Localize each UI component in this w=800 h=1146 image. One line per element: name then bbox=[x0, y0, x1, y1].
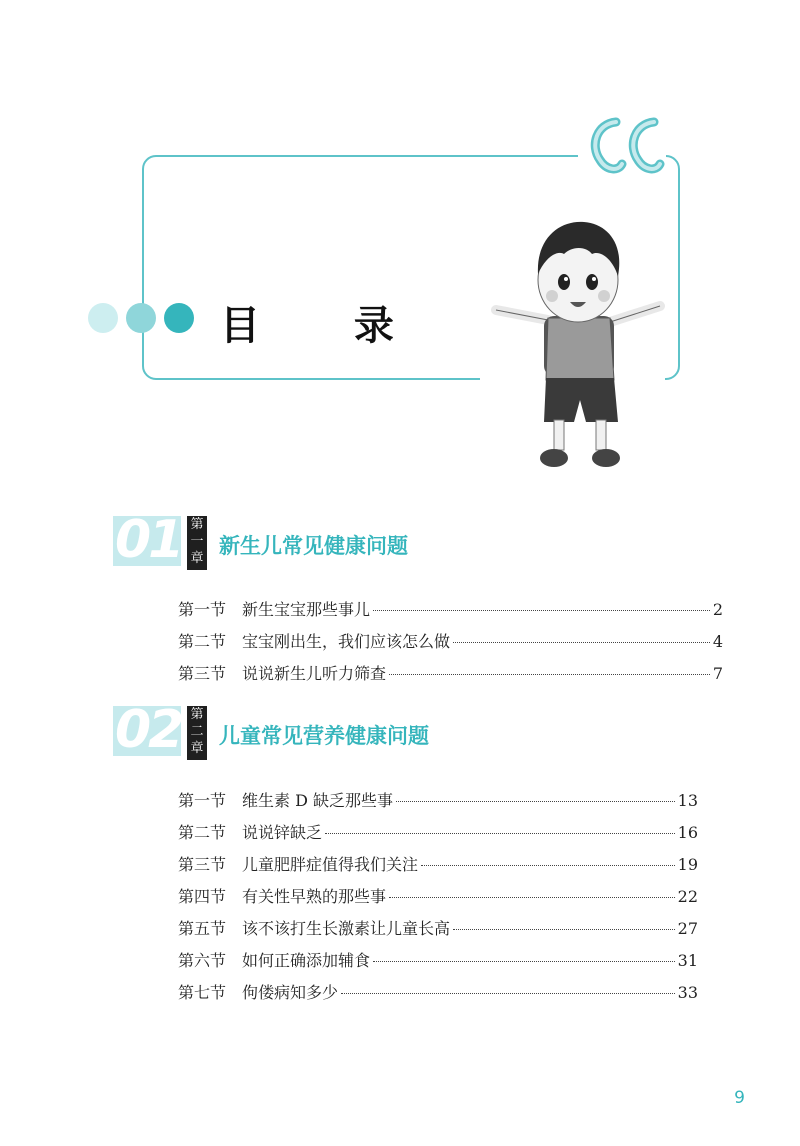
chapter-label: 第 二 章 bbox=[187, 706, 207, 760]
toc-entry[interactable] bbox=[178, 629, 723, 661]
dot-leader bbox=[389, 674, 710, 675]
page-ref: 22 bbox=[677, 887, 698, 906]
section-title: 如何正确添加辅食 bbox=[242, 951, 371, 970]
toc-entry[interactable] bbox=[178, 820, 698, 852]
page-ref: 13 bbox=[677, 791, 698, 810]
section-label: 第二节 bbox=[178, 823, 227, 842]
section-title: 新生宝宝那些事儿 bbox=[242, 600, 371, 619]
section-label: 第六节 bbox=[178, 951, 227, 970]
section-label: 第四节 bbox=[178, 887, 227, 906]
section-title: 说说新生儿听力筛查 bbox=[242, 664, 387, 683]
dot-leader bbox=[325, 833, 675, 834]
page-ref: 16 bbox=[677, 823, 698, 842]
section-title: 该不该打生长激素让儿童长高 bbox=[242, 919, 451, 938]
chapter-02-sections bbox=[178, 788, 698, 1012]
page-ref: 27 bbox=[677, 919, 698, 938]
page-number: 9 bbox=[734, 1088, 745, 1108]
toc-entry[interactable] bbox=[178, 948, 698, 980]
toc-entry[interactable] bbox=[178, 597, 723, 629]
chapter-label: 第 一 章 bbox=[187, 516, 207, 570]
section-title: 说说锌缺乏 bbox=[242, 823, 323, 842]
dot-leader bbox=[453, 929, 675, 930]
chapter-number: 01 bbox=[115, 510, 182, 570]
section-label: 第七节 bbox=[178, 983, 227, 1002]
section-label: 第三节 bbox=[178, 664, 227, 683]
toc-entry[interactable] bbox=[178, 661, 723, 693]
chapter-number-box bbox=[113, 510, 182, 570]
page-ref: 7 bbox=[712, 664, 723, 683]
page-ref: 4 bbox=[712, 632, 723, 651]
section-title: 有关性早熟的那些事 bbox=[242, 887, 387, 906]
chapter-title[interactable]: 儿童常见营养健康问题 bbox=[219, 724, 429, 748]
chapter-02-header bbox=[113, 700, 673, 762]
section-title: 宝宝刚出生，我们应该怎么做 bbox=[242, 632, 451, 651]
dot-light bbox=[88, 303, 118, 333]
toc-entry[interactable] bbox=[178, 884, 698, 916]
page-ref: 33 bbox=[677, 983, 698, 1002]
cartoon-boy-illustration bbox=[488, 210, 668, 480]
toc-entry[interactable] bbox=[178, 916, 698, 948]
toc-entry[interactable] bbox=[178, 852, 698, 884]
dot-leader bbox=[373, 961, 675, 962]
chapter-01-sections bbox=[178, 597, 723, 693]
section-label: 第三节 bbox=[178, 855, 227, 874]
page-ref: 31 bbox=[677, 951, 698, 970]
dot-leader bbox=[373, 610, 710, 611]
page-ref: 2 bbox=[712, 600, 723, 619]
chapter-number-box bbox=[113, 700, 182, 760]
chapter-number: 02 bbox=[115, 700, 182, 760]
page-title: 目 录 bbox=[220, 303, 434, 349]
dot-leader bbox=[396, 801, 675, 802]
dot-dark bbox=[164, 303, 194, 333]
section-title: 佝偻病知多少 bbox=[242, 983, 339, 1002]
page-ref: 19 bbox=[677, 855, 698, 874]
dot-leader bbox=[389, 897, 675, 898]
dot-leader bbox=[453, 642, 710, 643]
section-title: 儿童肥胖症值得我们关注 bbox=[242, 855, 419, 874]
toc-entry[interactable] bbox=[178, 980, 698, 1012]
section-label: 第五节 bbox=[178, 919, 227, 938]
dot-medium bbox=[126, 303, 156, 333]
chapter-01-header bbox=[113, 510, 673, 572]
section-title: 维生素 D 缺乏那些事 bbox=[242, 791, 394, 810]
dot-leader bbox=[421, 865, 675, 866]
toc-entry[interactable] bbox=[178, 788, 698, 820]
section-label: 第二节 bbox=[178, 632, 227, 651]
chapter-title[interactable]: 新生儿常见健康问题 bbox=[219, 534, 408, 558]
dot-leader bbox=[341, 993, 675, 994]
quote-mark-icon bbox=[586, 116, 666, 184]
section-label: 第一节 bbox=[178, 791, 227, 810]
section-label: 第一节 bbox=[178, 600, 227, 619]
